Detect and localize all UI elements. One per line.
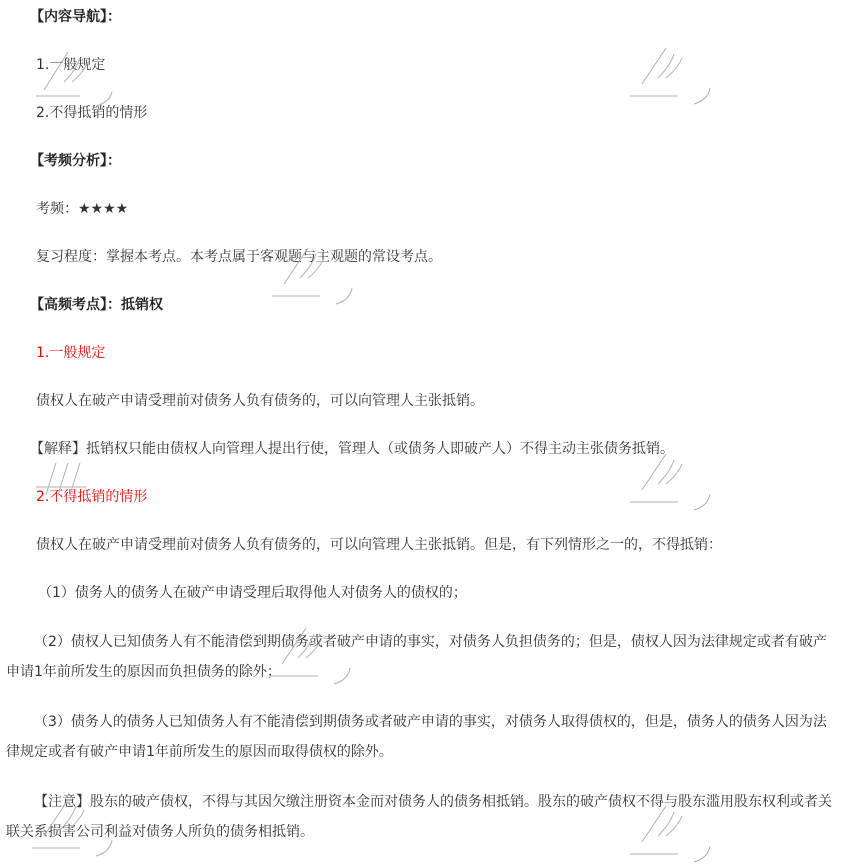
section2-item-3: （3）债务人的债务人已知债务人有不能清偿到期债务或者破产申请的事实，对债务人取得债权的，但是，债务人的债务人因为法律规定或者有破产申请1年前所发生的原因而取得债权的除外。 — [6, 714, 827, 760]
section2-attention-note: 【注意】股东的破产债权，不得与其因欠缴注册资本金而对债务人的债务相抵销。股东的破产债权不得与股东滥用股东权利或者关联关系损害公司利益对债务人所负的债务相抵销。 — [6, 794, 832, 840]
section2-item-1: （1）债务人的债务人在破产申请受理后取得他人对债务人的债权的； — [38, 585, 467, 601]
section2-title: 2.不得抵销的情形 — [36, 489, 148, 505]
freq-rating-label: 考频： — [36, 201, 78, 217]
content-nav-heading: 【内容导航】： — [30, 9, 121, 25]
section1-title: 1.一般规定 — [36, 345, 106, 361]
nav-item-no-offset-cases: 2.不得抵销的情形 — [36, 105, 148, 121]
topic-heading: 【高频考点】：抵销权 — [30, 297, 163, 313]
section2-item-2: （2）债权人已知债务人有不能清偿到期债务或者破产申请的事实，对债务人负担债务的；但是，债权人因为法律规定或者有破产申请1年前所发生的原因而负担债务的除外； — [6, 634, 827, 680]
section1-body: 债权人在破产申请受理前对债务人负有债务的，可以向管理人主张抵销。 — [36, 393, 484, 409]
freq-rating — [36, 198, 836, 220]
nav-item-general-rules: 1.一般规定 — [36, 57, 106, 73]
section2-body: 债权人在破产申请受理前对债务人负有债务的，可以向管理人主张抵销。但是，有下列情形之一的，不得抵销： — [36, 537, 722, 553]
freq-analysis-heading: 【考频分析】： — [30, 153, 121, 169]
review-level-text: 复习程度：掌握本考点。本考点属于客观题与主观题的常设考点。 — [36, 249, 442, 265]
star-rating-icon: ★★★★ — [78, 201, 129, 217]
section1-note: 【解释】抵销权只能由债权人向管理人提出行使，管理人（或债务人即破产人）不得主动主张债务抵销。 — [30, 441, 674, 457]
